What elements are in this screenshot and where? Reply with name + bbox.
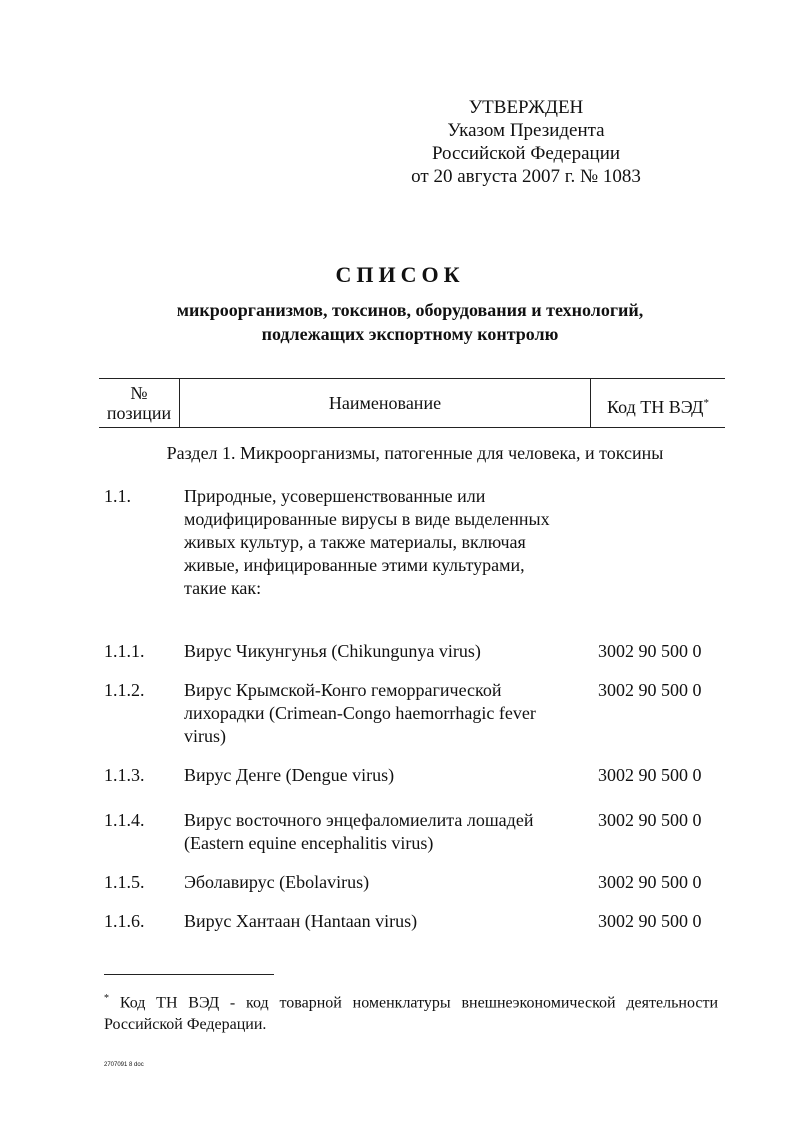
- approval-line-2: Указом Президента: [447, 120, 605, 141]
- row-name: Природные, усовершенствованные или модифицированные вирусы в виде выделенных живых культур, а также материалы, включая живые, инфицированные этими культурами, такие как:: [184, 486, 550, 598]
- row-name: Эболавирус (Ebolavirus): [184, 872, 370, 892]
- row-name: Вирус Хантаан (Hantaan virus): [184, 911, 418, 931]
- row-code: 3002 90 500 0: [598, 872, 702, 892]
- row-number: 1.1.3.: [104, 765, 145, 785]
- table-header: [99, 378, 725, 428]
- approval-block: [376, 96, 676, 188]
- row-name: Вирус Денге (Dengue virus): [184, 765, 395, 785]
- row-number: 1.1.5.: [104, 872, 145, 892]
- header-num-label: позиции: [106, 403, 172, 423]
- row-code: 3002 90 500 0: [598, 810, 702, 830]
- header-code: [591, 379, 725, 427]
- row-code: 3002 90 500 0: [598, 765, 702, 785]
- header-position-number: [99, 379, 179, 431]
- footnote-mark: *: [104, 993, 109, 1004]
- row-number: 1.1.6.: [104, 911, 145, 931]
- file-reference: 2707091 8 doc: [104, 1062, 144, 1068]
- row-name: Вирус Крымской-Конго геморрагической лихорадки (Crimean-Congo haemorrhagic fever virus): [184, 680, 536, 746]
- header-name: Наименование: [179, 379, 591, 427]
- approval-line-1: УТВЕРЖДЕН: [468, 97, 584, 118]
- row-code: 3002 90 500 0: [598, 911, 702, 931]
- row-name: Вирус Чикунгунья (Chikungunya virus): [184, 641, 481, 661]
- approval-line-4: от 20 августа 2007 г. № 1083: [411, 166, 641, 187]
- row-code: 3002 90 500 0: [598, 641, 702, 661]
- approval-line-3: Российской Федерации: [431, 143, 621, 164]
- row-number: 1.1.2.: [104, 680, 145, 700]
- footnote-text: Код ТН ВЭД - код товарной номенклатуры внешнеэкономической деятельности Российской Федерации.: [104, 994, 719, 1034]
- row-code: 3002 90 500 0: [598, 680, 702, 700]
- row-number: 1.1.4.: [104, 810, 145, 830]
- footnote: [104, 988, 718, 1036]
- subtitle-line-2: подлежащих экспортному контролю: [261, 324, 559, 344]
- footnote-divider: [104, 974, 274, 975]
- header-code-footnote-mark: *: [703, 397, 709, 409]
- row-number: 1.1.: [104, 486, 131, 506]
- row-name: Вирус восточного энцефаломиелита лошадей (Eastern equine encephalitis virus): [184, 810, 534, 853]
- header-code-label: Код ТН ВЭД: [607, 397, 704, 417]
- header-num-symbol: №: [130, 383, 148, 403]
- row-number: 1.1.1.: [104, 641, 145, 661]
- document-subtitle: [0, 298, 800, 346]
- document-title: СПИСОК: [335, 262, 465, 287]
- subtitle-line-1: микроорганизмов, токсинов, оборудования и технологий,: [176, 300, 644, 320]
- section-title: Раздел 1. Микроорганизмы, патогенные для человека, и токсины: [166, 443, 664, 463]
